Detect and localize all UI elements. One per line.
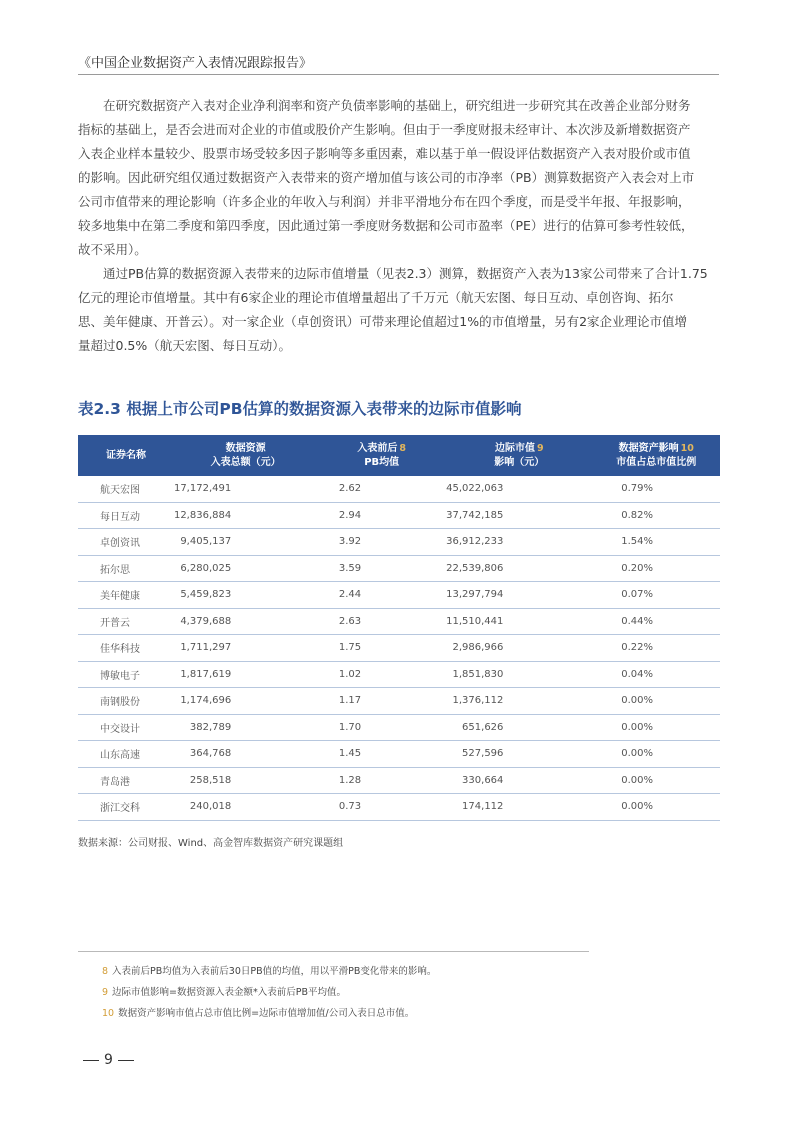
- paragraph-line: 较多地集中在第二季度和第四季度，因此通过第一季度财务数据和公司市盈率（PE）进行的估算可参考性较低，: [78, 218, 694, 233]
- cell-data-assets: 9,405,137: [174, 529, 317, 556]
- header-text: 边际市值: [494, 442, 535, 454]
- cell-marginal-impact: 13,297,794: [446, 582, 592, 609]
- cell-pb-mean: 1.75: [317, 635, 446, 662]
- header-line: 影响（元）: [494, 456, 545, 468]
- paragraph-line: 在研究数据资产入表对企业净利润率和资产负债率影响的基础上，研究组进一步研究其在改善企业部分财务: [103, 98, 691, 113]
- cell-security-name: 中交设计: [78, 714, 174, 741]
- footnote-marker: 8: [399, 442, 406, 454]
- table-row: [78, 582, 720, 609]
- cell-impact-ratio: 0.04%: [592, 661, 720, 688]
- table-row: [78, 635, 720, 662]
- cell-data-assets: 17,172,491: [174, 476, 317, 502]
- cell-data-assets: 240,018: [174, 794, 317, 821]
- table-row: [78, 714, 720, 741]
- cell-security-name: 开普云: [78, 608, 174, 635]
- cell-data-assets: 364,768: [174, 741, 317, 768]
- cell-marginal-impact: 330,664: [446, 767, 592, 794]
- footnote-item: [102, 964, 436, 985]
- table-row: [78, 502, 720, 529]
- body-paragraph-2: [78, 262, 721, 358]
- report-header-title: 《中国企业数据资产入表情况跟踪报告》: [78, 56, 313, 71]
- cell-data-assets: 6,280,025: [174, 555, 317, 582]
- page-number-value: 9: [104, 1052, 113, 1068]
- cell-marginal-impact: 2,986,966: [446, 635, 592, 662]
- footnote-number: 9: [102, 987, 109, 998]
- footnote-item: [102, 1006, 436, 1027]
- table-row: [78, 661, 720, 688]
- paragraph-line: 指标的基础上，是否会进而对企业的市值或股价产生影响。但由于一季度财报未经审计、本次涉及新增数据资产: [78, 122, 691, 137]
- cell-data-assets: 5,459,823: [174, 582, 317, 609]
- paragraph-line: 的影响。因此研究组仅通过数据资产入表带来的资产增加值与该公司的市净率（PB）测算数据资产入表会对上市: [78, 170, 695, 185]
- cell-pb-mean: 1.45: [317, 741, 446, 768]
- cell-data-assets: 1,817,619: [174, 661, 317, 688]
- paragraph-line: 公司市值带来的理论影响（许多企业的年收入与利润）并非平滑地分布在四个季度，而是受半年报、年报影响，: [78, 194, 691, 209]
- cell-pb-mean: 3.92: [317, 529, 446, 556]
- cell-pb-mean: 1.17: [317, 688, 446, 715]
- page-number-dash-right: [118, 1060, 134, 1061]
- cell-marginal-impact: 11,510,441: [446, 608, 592, 635]
- paragraph-line: 通过PB估算的数据资源入表带来的边际市值增量（见表2.3）测算，数据资产入表为13家公司带来了合计1.75: [103, 266, 708, 281]
- cell-pb-mean: 2.62: [317, 476, 446, 502]
- cell-pb-mean: 1.02: [317, 661, 446, 688]
- cell-security-name: 卓创资讯: [78, 529, 174, 556]
- footnote-marker: 10: [680, 442, 694, 454]
- cell-data-assets: 1,174,696: [174, 688, 317, 715]
- header-text: 数据资产影响: [618, 442, 679, 454]
- footnote-text: 入表前后PB均值为入表前后30日PB值的均值，用以平滑PB变化带来的影响。: [112, 966, 437, 977]
- cell-security-name: 南钢股份: [78, 688, 174, 715]
- cell-security-name: 青岛港: [78, 767, 174, 794]
- cell-marginal-impact: 37,742,185: [446, 502, 592, 529]
- header-security-name: [78, 435, 174, 476]
- table-row: [78, 688, 720, 715]
- cell-impact-ratio: 0.20%: [592, 555, 720, 582]
- cell-pb-mean: 2.63: [317, 608, 446, 635]
- cell-security-name: 美年健康: [78, 582, 174, 609]
- cell-impact-ratio: 0.44%: [592, 608, 720, 635]
- table-row: [78, 476, 720, 502]
- paragraph-line: 亿元的理论市值增量。其中有6家企业的理论市值增量超出了千万元（航天宏图、每日互动、卓创咨询、拓尔: [78, 290, 674, 305]
- table-row: [78, 741, 720, 768]
- cell-pb-mean: 2.44: [317, 582, 446, 609]
- cell-security-name: 博敏电子: [78, 661, 174, 688]
- cell-impact-ratio: 0.00%: [592, 741, 720, 768]
- header-marginal-impact: [446, 435, 592, 476]
- table-header-row: [78, 435, 720, 476]
- paragraph-line: 量超过0.5%（航天宏图、每日互动）。: [78, 338, 292, 353]
- footnote-text: 边际市值影响=数据资源入表金额*入表前后PB平均值。: [112, 987, 347, 998]
- cell-pb-mean: 1.28: [317, 767, 446, 794]
- header-divider: [78, 74, 719, 75]
- data-source-note: 数据来源：公司财报、Wind、高金智库数据资产研究课题组: [78, 838, 344, 849]
- table-row: [78, 529, 720, 556]
- table-row: [78, 767, 720, 794]
- cell-marginal-impact: 527,596: [446, 741, 592, 768]
- cell-pb-mean: 0.73: [317, 794, 446, 821]
- header-impact-ratio: [592, 435, 720, 476]
- cell-security-name: 航天宏图: [78, 476, 174, 502]
- footnote-item: [102, 985, 436, 1006]
- cell-impact-ratio: 0.82%: [592, 502, 720, 529]
- cell-impact-ratio: 0.00%: [592, 688, 720, 715]
- cell-security-name: 每日互动: [78, 502, 174, 529]
- cell-data-assets: 382,789: [174, 714, 317, 741]
- header-line: PB均值: [364, 456, 400, 468]
- cell-marginal-impact: 174,112: [446, 794, 592, 821]
- cell-data-assets: 258,518: [174, 767, 317, 794]
- paragraph-line: 故不采用）。: [78, 242, 147, 257]
- paragraph-line: 思、美年健康、开普云）。对一家企业（卓创资讯）可带来理论值超过1%的市值增量，另有2家企业理论市值增: [78, 314, 688, 329]
- cell-security-name: 佳华科技: [78, 635, 174, 662]
- cell-marginal-impact: 1,851,830: [446, 661, 592, 688]
- table-row: [78, 555, 720, 582]
- header-data-assets: [174, 435, 317, 476]
- cell-data-assets: 1,711,297: [174, 635, 317, 662]
- footnotes: [102, 964, 436, 1027]
- footnote-number: 8: [102, 966, 109, 977]
- body-paragraph-1: [78, 94, 721, 262]
- footnote-marker: 9: [536, 442, 544, 454]
- header-line: 证券名称: [105, 449, 146, 461]
- cell-data-assets: 12,836,884: [174, 502, 317, 529]
- table-body: [78, 476, 720, 820]
- cell-marginal-impact: 36,912,233: [446, 529, 592, 556]
- header-line: [317, 442, 446, 456]
- footnote-number: 10: [102, 1008, 115, 1019]
- cell-impact-ratio: 0.22%: [592, 635, 720, 662]
- header-line: [446, 442, 592, 456]
- cell-impact-ratio: 1.54%: [592, 529, 720, 556]
- cell-data-assets: 4,379,688: [174, 608, 317, 635]
- table-title: 表2.3 根据上市公司PB估算的数据资源入表带来的边际市值影响: [78, 400, 522, 418]
- header-line: 市值占总市值比例: [616, 456, 697, 468]
- cell-security-name: 浙江交科: [78, 794, 174, 821]
- cell-pb-mean: 2.94: [317, 502, 446, 529]
- cell-impact-ratio: 0.00%: [592, 794, 720, 821]
- cell-marginal-impact: 22,539,806: [446, 555, 592, 582]
- market-value-impact-table: [78, 435, 720, 821]
- cell-marginal-impact: 1,376,112: [446, 688, 592, 715]
- footnote-text: 数据资产影响市值占总市值比例=边际市值增加值/公司入表日总市值。: [118, 1008, 415, 1019]
- header-line: 数据资源: [225, 442, 266, 454]
- cell-impact-ratio: 0.00%: [592, 714, 720, 741]
- header-line: 入表总额（元）: [210, 456, 281, 468]
- cell-impact-ratio: 0.07%: [592, 582, 720, 609]
- header-line: [592, 442, 720, 456]
- cell-pb-mean: 1.70: [317, 714, 446, 741]
- table-row: [78, 794, 720, 821]
- footnote-divider: [78, 951, 589, 952]
- cell-marginal-impact: 45,022,063: [446, 476, 592, 502]
- table-row: [78, 608, 720, 635]
- cell-impact-ratio: 0.79%: [592, 476, 720, 502]
- page-number: [78, 1052, 139, 1068]
- header-pb-mean: [317, 435, 446, 476]
- cell-security-name: 拓尔思: [78, 555, 174, 582]
- paragraph-line: 入表企业样本量较少、股票市场受较多因子影响等多重因素，难以基于单一假设评估数据资产入表对股价或市值: [78, 146, 691, 161]
- cell-marginal-impact: 651,626: [446, 714, 592, 741]
- cell-impact-ratio: 0.00%: [592, 767, 720, 794]
- header-text: 入表前后: [357, 442, 398, 454]
- page-number-dash-left: [83, 1060, 99, 1061]
- cell-security-name: 山东高速: [78, 741, 174, 768]
- cell-pb-mean: 3.59: [317, 555, 446, 582]
